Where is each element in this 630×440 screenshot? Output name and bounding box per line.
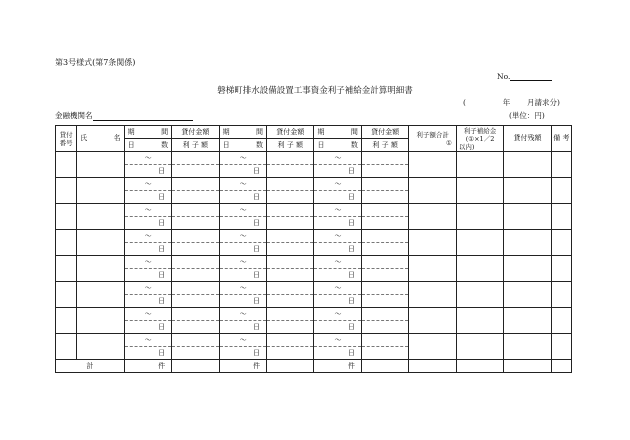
subsidy-cell[interactable]	[456, 308, 503, 334]
days-cell[interactable]: 日	[314, 347, 361, 360]
interest-total-cell[interactable]	[409, 178, 456, 204]
table-row	[56, 256, 572, 269]
name-cell[interactable]	[77, 152, 124, 178]
loan-number-cell[interactable]	[56, 230, 77, 256]
interest-cell[interactable]	[361, 165, 408, 178]
interest-cell[interactable]	[361, 321, 408, 334]
total-amount-cell[interactable]	[361, 360, 408, 373]
header-interest-1: 利 子 額	[172, 139, 219, 152]
days-cell[interactable]: 日	[124, 165, 171, 178]
header-days-3: 日 数	[314, 139, 361, 152]
loan-number-cell[interactable]	[56, 204, 77, 230]
loan-amount-cell[interactable]	[267, 230, 314, 243]
name-cell[interactable]	[77, 230, 124, 256]
period-cell[interactable]: ～	[314, 308, 361, 321]
loan-number-cell[interactable]	[56, 256, 77, 282]
balance-cell[interactable]	[504, 308, 551, 334]
loan-amount-cell[interactable]	[172, 308, 219, 321]
bank-name-label: 金融機関名	[55, 111, 93, 120]
total-subsidy-cell[interactable]	[456, 360, 503, 373]
interest-cell[interactable]	[172, 347, 219, 360]
interest-cell[interactable]	[267, 165, 314, 178]
period-open: (	[463, 98, 466, 107]
header-days-1: 日 数	[124, 139, 171, 152]
header-name: 氏 名	[77, 126, 124, 152]
loan-amount-cell[interactable]	[267, 178, 314, 191]
interest-cell[interactable]	[361, 191, 408, 204]
form-number: 第3号様式(第7条関係)	[55, 58, 136, 67]
interest-cell[interactable]	[172, 321, 219, 334]
total-balance-cell[interactable]	[504, 360, 551, 373]
days-cell[interactable]: 日	[314, 217, 361, 230]
header-subsidy: 利子補給金 (①×1／2 以内)	[456, 126, 503, 152]
interest-cell[interactable]	[172, 165, 219, 178]
period-cell[interactable]: ～	[219, 308, 266, 321]
table-row	[56, 334, 572, 347]
header-balance: 貸付残額	[504, 126, 551, 152]
total-label: 計	[56, 360, 125, 373]
interest-cell[interactable]	[172, 243, 219, 256]
period-cell[interactable]: ～	[314, 230, 361, 243]
remarks-cell[interactable]	[551, 204, 571, 230]
name-cell[interactable]	[77, 178, 124, 204]
loan-amount-cell[interactable]	[361, 178, 408, 191]
loan-amount-cell[interactable]	[267, 152, 314, 165]
interest-cell[interactable]	[361, 295, 408, 308]
loan-amount-cell[interactable]	[172, 178, 219, 191]
interest-cell[interactable]	[267, 217, 314, 230]
interest-total-cell[interactable]	[409, 308, 456, 334]
header-loan-number: 貸付 番号	[56, 126, 77, 152]
period-cell[interactable]: ～	[124, 256, 171, 269]
subsidy-cell[interactable]	[456, 204, 503, 230]
loan-amount-cell[interactable]	[172, 256, 219, 269]
loan-amount-cell[interactable]	[267, 204, 314, 217]
total-count-cell: 件	[314, 360, 361, 373]
loan-amount-cell[interactable]	[361, 152, 408, 165]
calculation-table	[55, 125, 572, 373]
name-cell[interactable]	[77, 204, 124, 230]
remarks-cell[interactable]	[551, 152, 571, 178]
loan-amount-cell[interactable]	[361, 256, 408, 269]
days-cell[interactable]: 日	[314, 295, 361, 308]
balance-cell[interactable]	[504, 152, 551, 178]
period-cell[interactable]: ～	[314, 204, 361, 217]
loan-number-cell[interactable]	[56, 308, 77, 334]
interest-cell[interactable]	[267, 243, 314, 256]
table-row	[56, 152, 572, 165]
balance-cell[interactable]	[504, 178, 551, 204]
loan-amount-cell[interactable]	[361, 308, 408, 321]
header-interest-total: 利子額合計 ①	[409, 126, 456, 152]
header-period-3: 期 間	[314, 126, 361, 139]
subsidy-cell[interactable]	[456, 256, 503, 282]
interest-total-cell[interactable]	[409, 230, 456, 256]
subsidy-cell[interactable]	[456, 282, 503, 308]
days-cell[interactable]: 日	[124, 243, 171, 256]
period-year: 年	[502, 98, 511, 107]
period-cell[interactable]: ～	[219, 282, 266, 295]
total-interest-cell[interactable]	[409, 360, 456, 373]
loan-amount-cell[interactable]	[267, 334, 314, 347]
loan-number-cell[interactable]	[56, 152, 77, 178]
loan-amount-cell[interactable]	[172, 230, 219, 243]
days-cell[interactable]: 日	[124, 347, 171, 360]
loan-amount-cell[interactable]	[361, 282, 408, 295]
table-row	[56, 282, 572, 295]
total-amount-cell[interactable]	[267, 360, 314, 373]
loan-amount-cell[interactable]	[267, 308, 314, 321]
days-cell[interactable]: 日	[219, 191, 266, 204]
period-cell[interactable]: ～	[219, 204, 266, 217]
table-row	[56, 308, 572, 321]
period-cell[interactable]: ～	[124, 152, 171, 165]
loan-amount-cell[interactable]	[267, 282, 314, 295]
loan-amount-cell[interactable]	[361, 230, 408, 243]
period-cell[interactable]: ～	[124, 334, 171, 347]
loan-amount-cell[interactable]	[267, 256, 314, 269]
period-cell[interactable]: ～	[219, 230, 266, 243]
name-cell[interactable]	[77, 282, 124, 308]
unit-label: (単位：円)	[509, 111, 545, 120]
remarks-cell[interactable]	[551, 308, 571, 334]
loan-amount-cell[interactable]	[361, 334, 408, 347]
remarks-cell[interactable]	[551, 256, 571, 282]
loan-amount-cell[interactable]	[172, 334, 219, 347]
period-cell[interactable]: ～	[219, 334, 266, 347]
interest-cell[interactable]	[267, 191, 314, 204]
days-cell[interactable]: 日	[124, 321, 171, 334]
header-remarks: 備 考	[551, 126, 571, 152]
interest-total-cell[interactable]	[409, 152, 456, 178]
interest-cell[interactable]	[361, 217, 408, 230]
total-remarks-cell[interactable]	[551, 360, 571, 373]
days-cell[interactable]: 日	[314, 165, 361, 178]
days-cell[interactable]: 日	[219, 295, 266, 308]
loan-amount-cell[interactable]	[172, 152, 219, 165]
header-loan-amount-2: 貸付金額	[267, 126, 314, 139]
bank-name	[55, 110, 193, 121]
period-cell[interactable]: ～	[219, 256, 266, 269]
subsidy-cell[interactable]	[456, 334, 503, 360]
table-row	[56, 230, 572, 243]
interest-total-cell[interactable]	[409, 204, 456, 230]
period-cell[interactable]: ～	[314, 178, 361, 191]
subsidy-cell[interactable]	[456, 178, 503, 204]
days-cell[interactable]: 日	[219, 243, 266, 256]
name-cell[interactable]	[77, 308, 124, 334]
loan-amount-cell[interactable]	[172, 282, 219, 295]
period-cell[interactable]: ～	[124, 308, 171, 321]
balance-cell[interactable]	[504, 334, 551, 360]
interest-cell[interactable]	[267, 347, 314, 360]
header-period-1: 期 間	[124, 126, 171, 139]
period-cell[interactable]: ～	[314, 282, 361, 295]
interest-cell[interactable]	[267, 269, 314, 282]
header-period-2: 期 間	[219, 126, 266, 139]
total-row	[56, 360, 572, 373]
remarks-cell[interactable]	[551, 178, 571, 204]
subsidy-cell[interactable]	[456, 152, 503, 178]
days-cell[interactable]: 日	[124, 191, 171, 204]
table-row	[56, 204, 572, 217]
period-cell[interactable]: ～	[124, 178, 171, 191]
table-row	[56, 178, 572, 191]
name-cell[interactable]	[77, 256, 124, 282]
days-cell[interactable]: 日	[219, 165, 266, 178]
header-interest-2: 利 子 額	[267, 139, 314, 152]
interest-cell[interactable]	[361, 347, 408, 360]
days-cell[interactable]: 日	[219, 347, 266, 360]
period-cell[interactable]: ～	[314, 334, 361, 347]
period-cell[interactable]: ～	[314, 256, 361, 269]
balance-cell[interactable]	[504, 282, 551, 308]
days-cell[interactable]: 日	[314, 243, 361, 256]
balance-cell[interactable]	[504, 204, 551, 230]
document-number	[497, 72, 552, 81]
period-cell[interactable]: ～	[219, 152, 266, 165]
header-loan-amount-3: 貸付金額	[361, 126, 408, 139]
loan-amount-cell[interactable]	[361, 204, 408, 217]
request-period	[463, 97, 560, 108]
loan-amount-cell[interactable]	[172, 204, 219, 217]
document-number-label: No.	[497, 72, 511, 81]
interest-cell[interactable]	[267, 295, 314, 308]
interest-cell[interactable]	[267, 321, 314, 334]
period-cell[interactable]: ～	[124, 282, 171, 295]
period-cell[interactable]: ～	[124, 230, 171, 243]
balance-cell[interactable]	[504, 256, 551, 282]
bank-name-blank	[93, 112, 193, 121]
interest-cell[interactable]	[361, 243, 408, 256]
name-cell[interactable]	[77, 334, 124, 360]
interest-cell[interactable]	[172, 217, 219, 230]
period-cell[interactable]: ～	[219, 178, 266, 191]
header-interest-3: 利 子 額	[361, 139, 408, 152]
total-count-cell: 件	[124, 360, 171, 373]
loan-number-cell[interactable]	[56, 282, 77, 308]
interest-total-cell[interactable]	[409, 334, 456, 360]
interest-total-cell[interactable]	[409, 282, 456, 308]
subsidy-cell[interactable]	[456, 230, 503, 256]
interest-cell[interactable]	[172, 295, 219, 308]
days-cell[interactable]: 日	[314, 269, 361, 282]
period-cell[interactable]: ～	[124, 204, 171, 217]
interest-total-cell[interactable]	[409, 256, 456, 282]
total-count-cell: 件	[219, 360, 266, 373]
interest-cell[interactable]	[361, 269, 408, 282]
period-cell[interactable]: ～	[314, 152, 361, 165]
days-cell[interactable]: 日	[219, 321, 266, 334]
remarks-cell[interactable]	[551, 334, 571, 360]
days-cell[interactable]: 日	[219, 269, 266, 282]
document-number-blank	[510, 72, 552, 81]
period-month: 月請求分)	[527, 98, 560, 107]
days-cell[interactable]: 日	[314, 321, 361, 334]
days-cell[interactable]: 日	[124, 269, 171, 282]
header-days-2: 日 数	[219, 139, 266, 152]
page-title: 磐梯町排水設備設置工事資金利子補給金計算明細書	[217, 86, 413, 96]
days-cell[interactable]: 日	[124, 295, 171, 308]
remarks-cell[interactable]	[551, 282, 571, 308]
header-loan-amount-1: 貸付金額	[172, 126, 219, 139]
total-amount-cell[interactable]	[172, 360, 219, 373]
days-cell[interactable]: 日	[314, 191, 361, 204]
days-cell[interactable]: 日	[219, 217, 266, 230]
balance-cell[interactable]	[504, 230, 551, 256]
days-cell[interactable]: 日	[124, 217, 171, 230]
header-row-1	[56, 126, 572, 139]
loan-number-cell[interactable]	[56, 334, 77, 360]
interest-cell[interactable]	[172, 191, 219, 204]
interest-cell[interactable]	[172, 269, 219, 282]
remarks-cell[interactable]	[551, 230, 571, 256]
loan-number-cell[interactable]	[56, 178, 77, 204]
